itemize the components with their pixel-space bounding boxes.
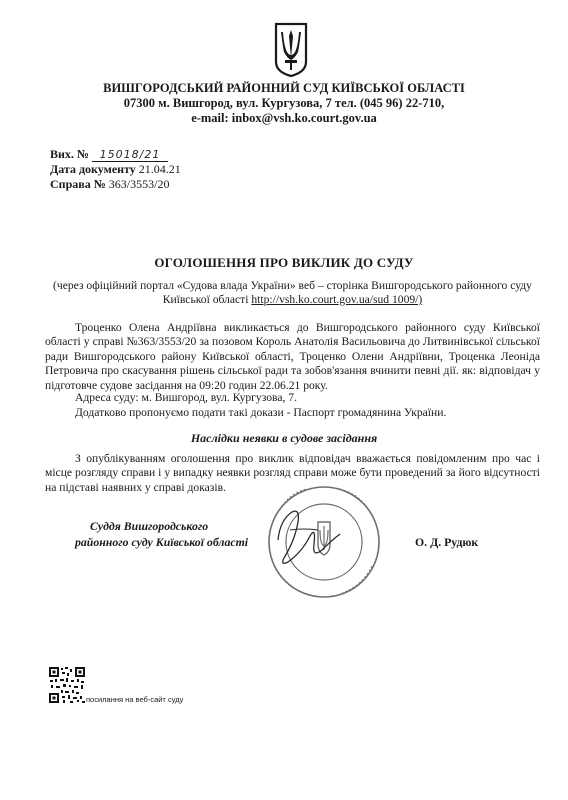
court-address: 07300 м. Вишгород, вул. Кургузова, 7 тел. (045 96) 22-710, [123,96,445,110]
subtitle-prefix: Київської області [162,293,252,306]
qr-code[interactable] [48,666,86,704]
case-number [50,177,169,192]
court-name: ВИШГОРОДСЬКИЙ РАЙОННИЙ СУД КИЇВСЬКОЇ ОБЛАСТІ [103,81,465,95]
judge-signature [270,500,350,580]
date-label: Дата документу [50,162,136,176]
outgoing-number [50,147,168,162]
consequences-text: З опублікуванням оголошення про виклик відповідач вважається повідомленим про час і місце розгляду справи і у випадку неявки розгляд справи може бути проведений за його відсутності на підставі наявних у справі доказів. [45,452,540,494]
judge-title-line-1: Суддя Вишгородського [90,519,209,533]
document-date [50,162,181,177]
evidence-paragraph: Додатково пропонуємо подати такі докази - Паспорт громадянина України. [75,406,447,419]
document-title: ОГОЛОШЕННЯ ПРО ВИКЛИК ДО СУДУ [154,255,414,270]
judge-title-line-2: районного суду Київської області [75,535,249,549]
summons-paragraph: Троценко Олена Андріївна викликається до Вишгородського районного суду Київської області у справі №363/3553/20 за позовом Король Анатолія Васильовича до Литвинівської сільської ради Вишгородського району Київської області, Троценко Олени Андріївни, Троценка Леоніда Петровича про скасування рішень сільської ради та зобов'язання вчинити певні дії. як: відповідач у підготовче судове засідання на 09:20 годин 22.06.21 року. [45,321,540,392]
judge-title-2 [75,534,248,550]
case-label: Справа № [50,177,106,191]
court-email: e-mail: inbox@vsh.ko.court.gov.ua [191,111,377,125]
subtitle-line-1: (через офіційний портал «Судова влада України» веб – сторінка Вишгородського районного суду [53,279,532,292]
court-address-paragraph: Адреса суду: м. Вишгород, вул. Кургузова, 7. [75,391,297,404]
qr-caption: посилання на веб-сайт суду [86,695,184,704]
court-website-link[interactable]: http://vsh.ko.court.gov.ua/sud 1009/) [251,293,423,306]
judge-title [90,518,208,534]
outgoing-label: Вих. № [50,147,89,161]
case-value: 363/3553/20 [108,177,170,191]
date-value: 21.04.21 [138,162,181,176]
subtitle [45,279,540,307]
judge-name: О. Д. Рудюк [415,535,479,549]
consequences-heading: Наслідки неявки в судове засідання [190,431,378,445]
coat-of-arms-icon [274,22,308,78]
outgoing-handwritten-value: 15018/21 [92,148,168,162]
subtitle-line-2 [45,293,540,307]
